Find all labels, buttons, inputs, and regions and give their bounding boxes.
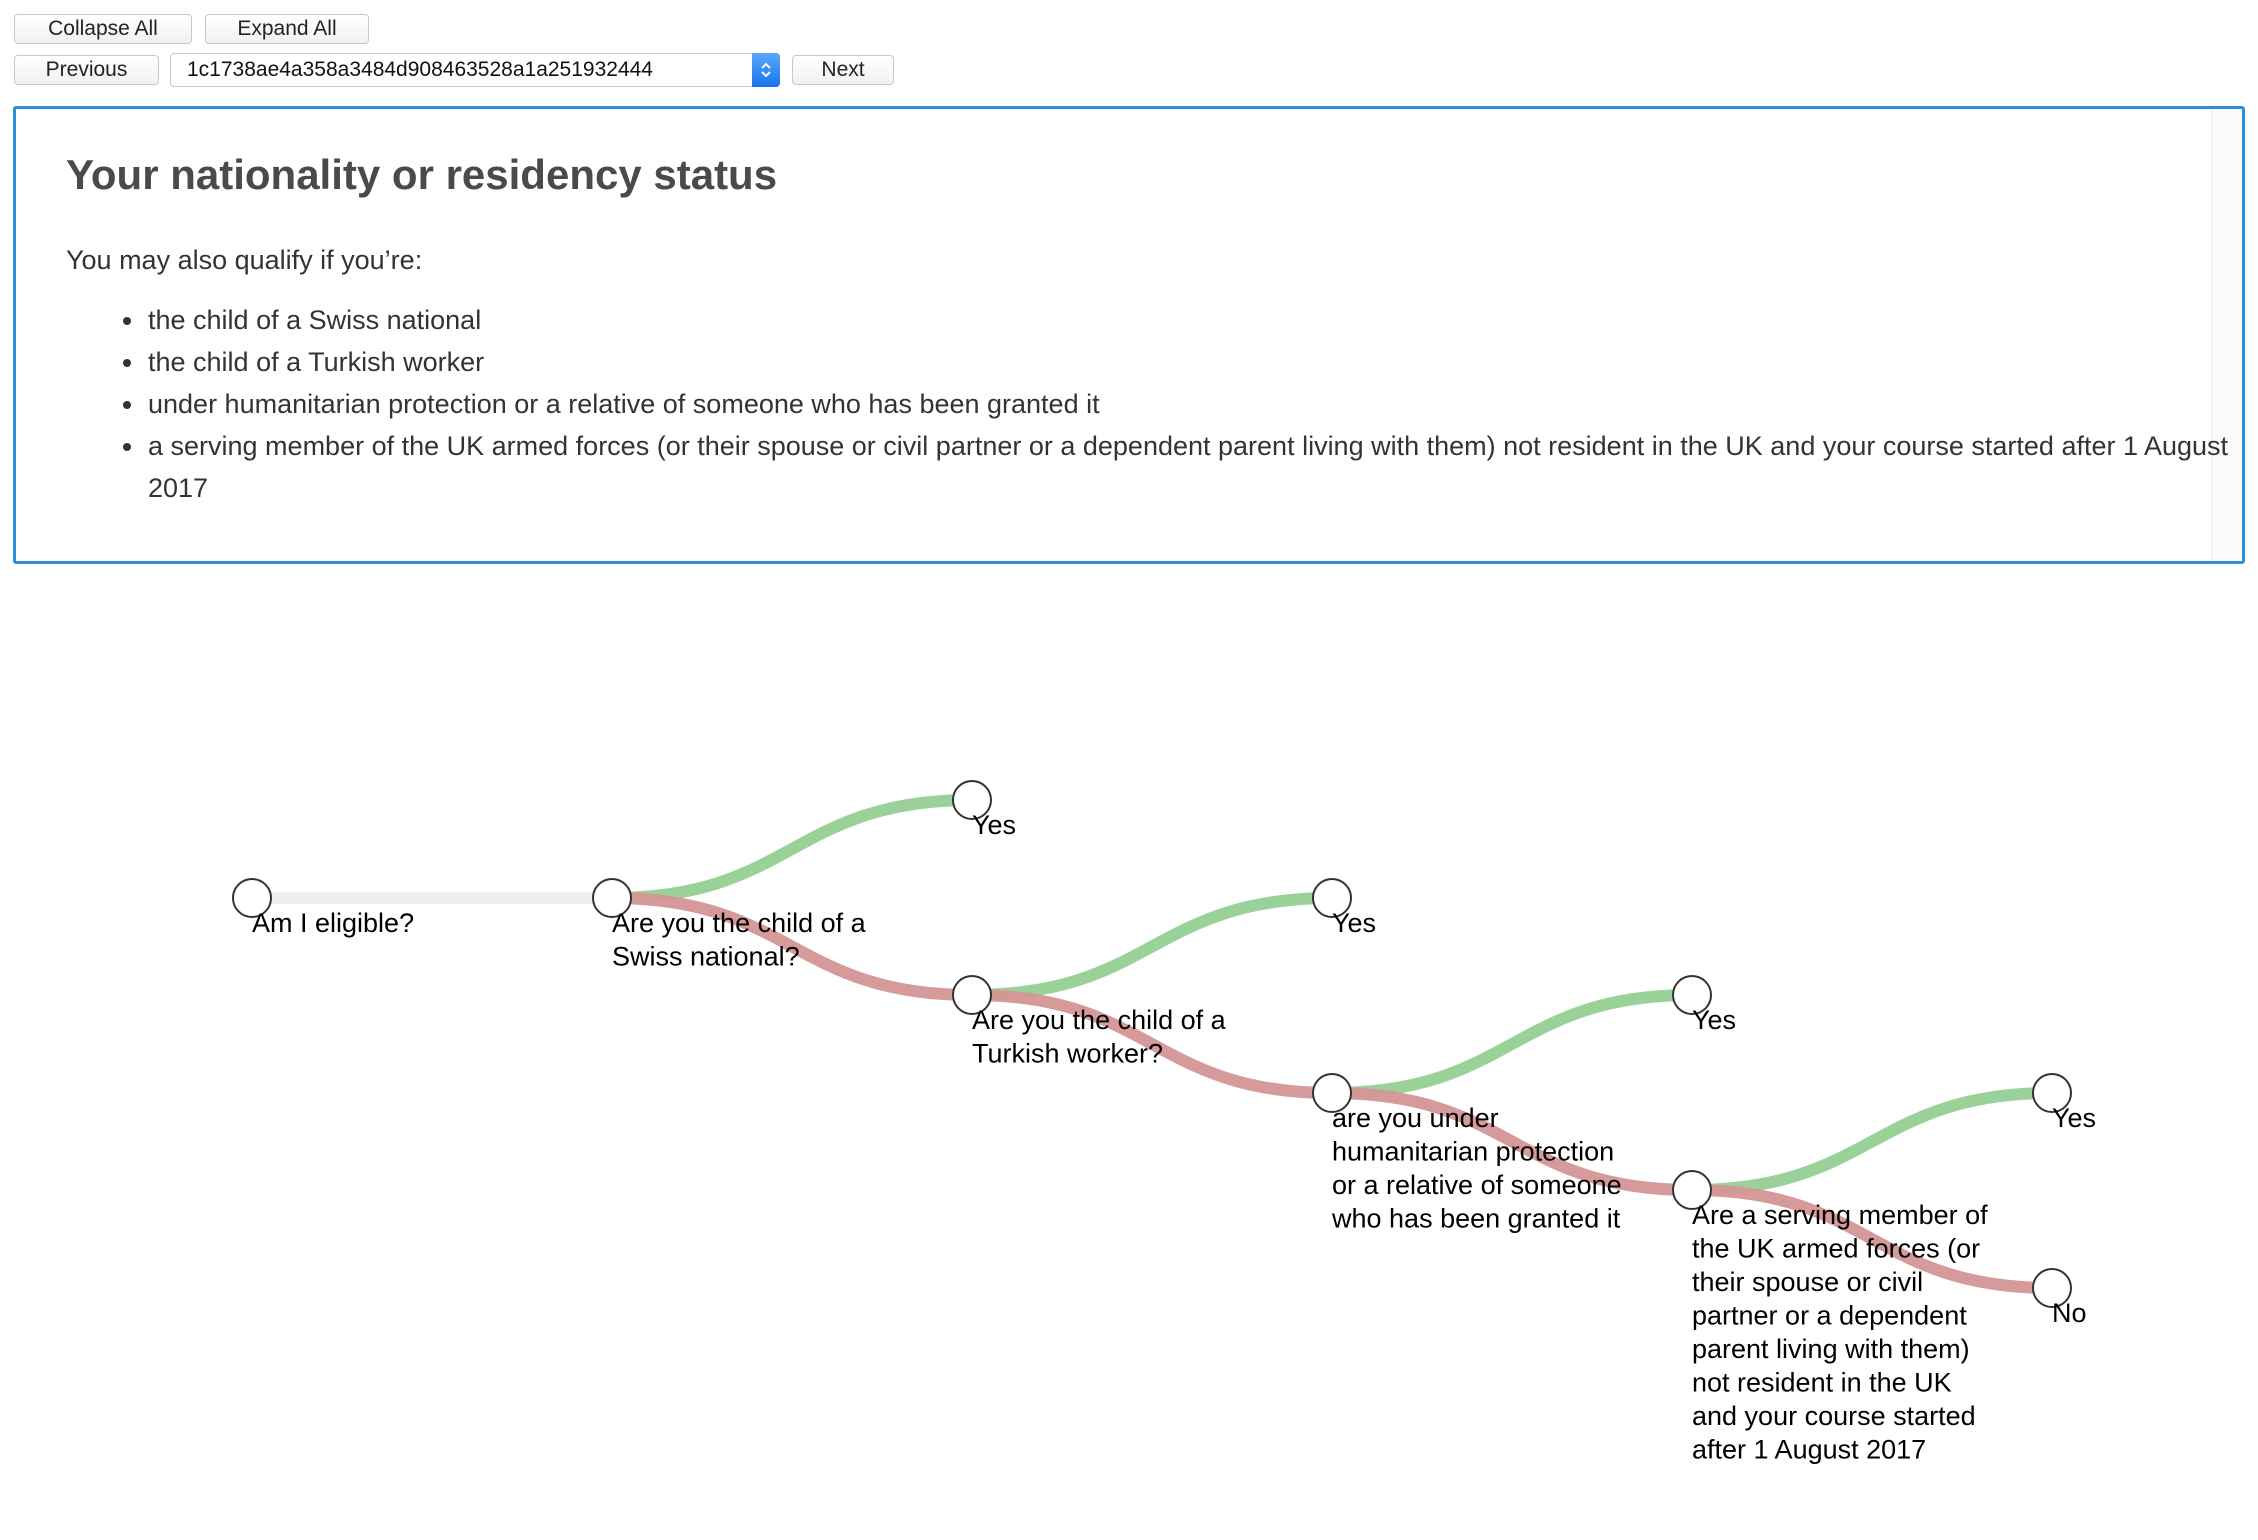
tree-node-label bbox=[252, 908, 414, 938]
tree-node-label-line: Yes bbox=[1692, 1005, 1737, 1035]
tree-node-label-line: No bbox=[2052, 1298, 2087, 1328]
tree-node-q4-no[interactable] bbox=[2033, 1269, 2087, 1328]
tree-node-label-line: Turkish worker? bbox=[972, 1038, 1164, 1069]
tree-node-q4-yes[interactable] bbox=[2033, 1074, 2096, 1133]
tree-node-label-line: or a relative of someone bbox=[1332, 1170, 1622, 1200]
tree-node-q2-yes[interactable] bbox=[1313, 879, 1376, 938]
expand-all-button[interactable]: Expand All bbox=[205, 14, 369, 44]
panel-list-item: • under humanitarian protection or a relative of someone who has been granted it bbox=[146, 383, 2246, 425]
tree-node-label bbox=[972, 810, 1016, 840]
decision-tree bbox=[0, 600, 2258, 1540]
panel-list-item: • a serving member of the UK armed forces (or their spouse or civil partner or a dependent parent living with them) not resident in the UK and your course started after 1 August 2017 bbox=[146, 425, 2246, 509]
tree-node-label bbox=[2052, 1103, 2096, 1133]
tree-node-label-line: who has been granted it bbox=[1332, 1203, 1621, 1234]
collapse-all-button[interactable]: Collapse All bbox=[14, 14, 192, 44]
tree-node-label-line: Are you the child of a bbox=[612, 908, 866, 938]
tree-node-label bbox=[2052, 1298, 2087, 1328]
decision-tree-select[interactable] bbox=[170, 53, 780, 87]
tree-node-label-line: the UK armed forces (or bbox=[1692, 1233, 1981, 1264]
next-button[interactable]: Next bbox=[792, 55, 894, 85]
tree-link-yes bbox=[1692, 1093, 2052, 1190]
tree-link-yes bbox=[1332, 995, 1692, 1093]
tree-node-q4[interactable] bbox=[1673, 1171, 1988, 1465]
select-stepper-icon[interactable] bbox=[752, 53, 780, 87]
previous-button[interactable]: Previous bbox=[14, 55, 159, 85]
tree-node-label-line: Yes bbox=[972, 810, 1017, 840]
tree-node-q1-yes[interactable] bbox=[953, 781, 1016, 840]
tree-node-label bbox=[1692, 1200, 1988, 1465]
tree-node-root[interactable] bbox=[233, 879, 414, 938]
tree-node-label-line: Yes bbox=[1332, 908, 1377, 938]
tree-node-label bbox=[1332, 908, 1376, 938]
tree-node-label-line: are you under bbox=[1332, 1103, 1499, 1133]
tree-node-label-line: partner or a dependent bbox=[1692, 1300, 1967, 1331]
tree-nodes bbox=[233, 781, 2096, 1465]
tree-link-yes bbox=[972, 898, 1332, 995]
tree-node-label-line: their spouse or civil bbox=[1692, 1267, 1924, 1297]
panel-list-item: • the child of a Turkish worker bbox=[146, 341, 2246, 383]
panel-list bbox=[66, 299, 2246, 509]
tree-node-label-line: Swiss national? bbox=[612, 941, 800, 972]
panel-intro: You may also qualify if you’re: bbox=[66, 245, 423, 275]
tree-node-label-line: Are you the child of a bbox=[972, 1005, 1226, 1035]
panel-list-item: • the child of a Swiss national bbox=[146, 299, 2246, 341]
tree-node-label-line: Are a serving member of bbox=[1692, 1200, 1988, 1230]
tree-node-label-line: Am I eligible? bbox=[252, 908, 415, 938]
tree-node-label-line: not resident in the UK bbox=[1692, 1367, 1952, 1398]
tree-node-label-line: humanitarian protection bbox=[1332, 1136, 1615, 1167]
tree-node-label-line: Yes bbox=[2052, 1103, 2097, 1133]
question-panel bbox=[13, 106, 2245, 564]
tree-node-label-line: after 1 August 2017 bbox=[1692, 1434, 1927, 1465]
selected-tree-id: 1c1738ae4a358a3484d908463528a1a251932444 bbox=[187, 58, 653, 81]
panel-title: Your nationality or residency status bbox=[66, 151, 778, 198]
tree-node-q3-yes[interactable] bbox=[1673, 976, 1736, 1035]
tree-node-label bbox=[1692, 1005, 1736, 1035]
tree-link-yes bbox=[612, 800, 972, 898]
tree-node-label-line: and your course started bbox=[1692, 1401, 1976, 1431]
tree-node-label-line: parent living with them) bbox=[1692, 1334, 1970, 1364]
